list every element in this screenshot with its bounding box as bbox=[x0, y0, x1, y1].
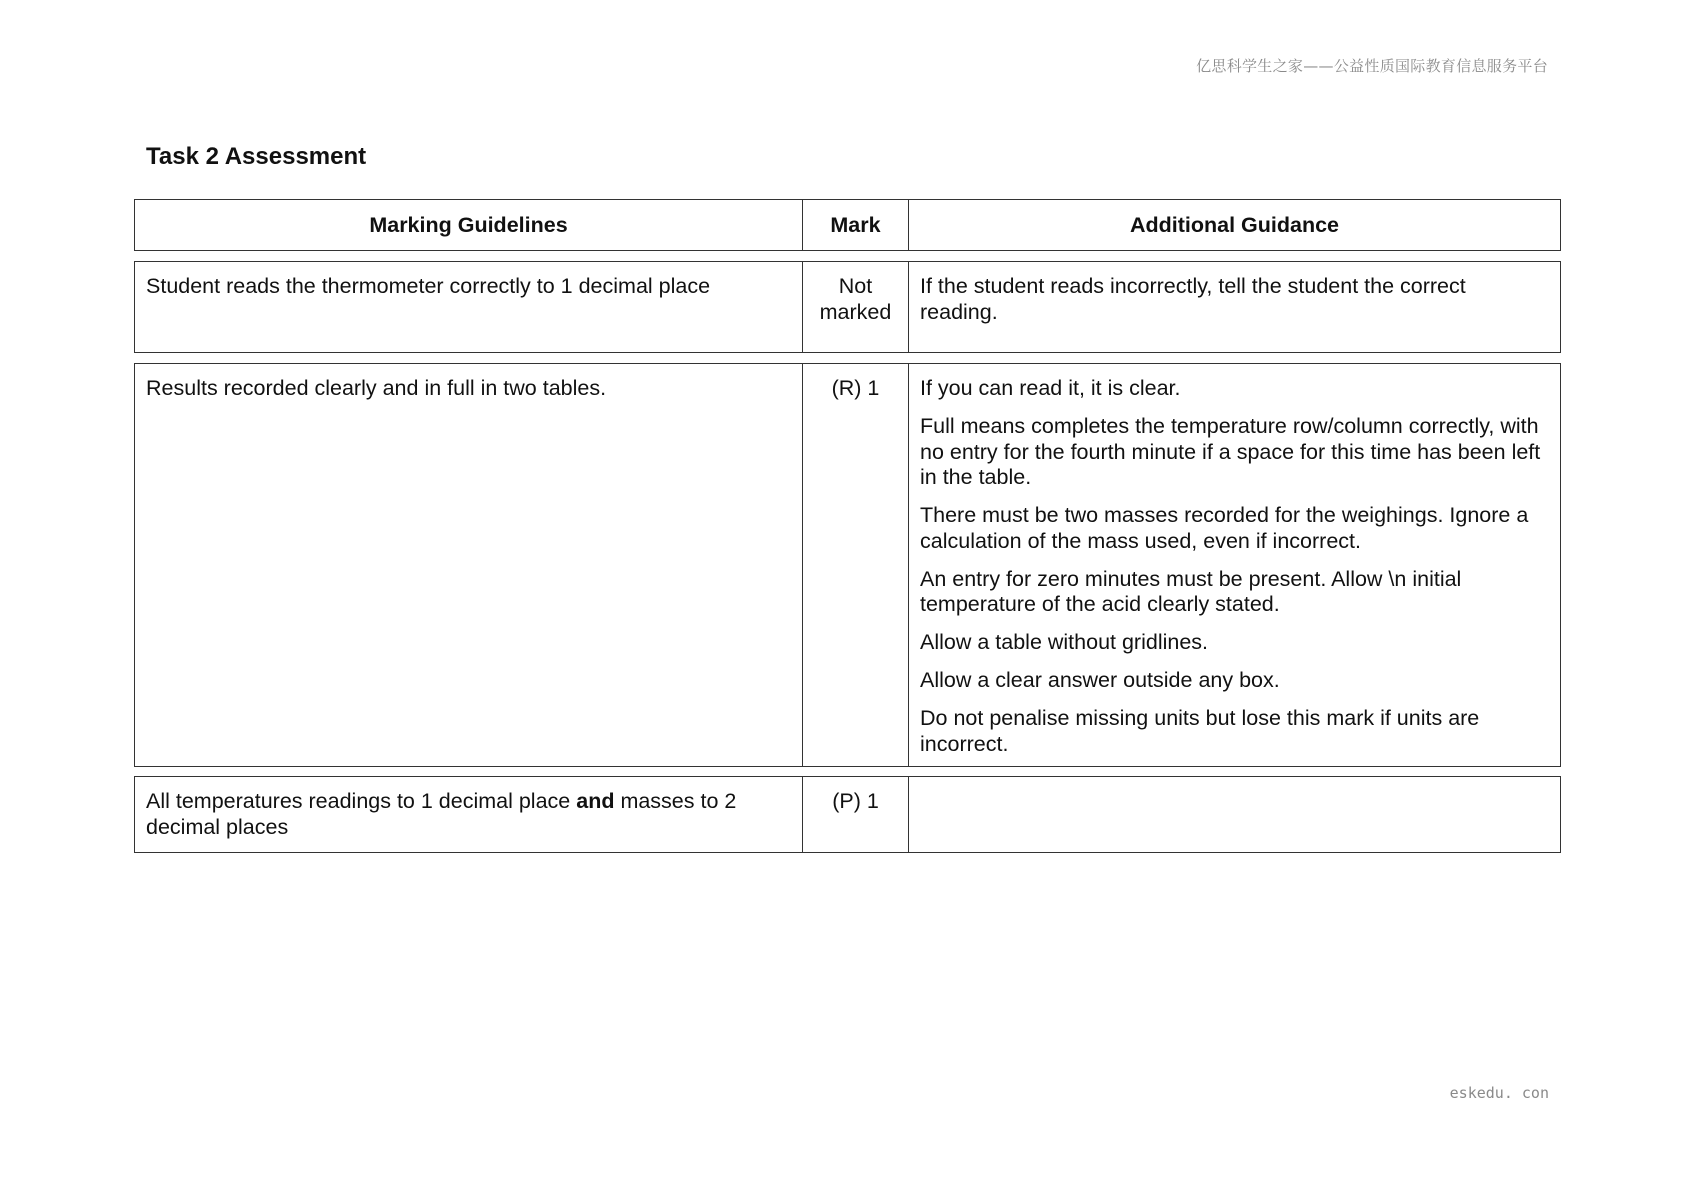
marking-guideline-cell: Results recorded clearly and in full in two tables. bbox=[146, 376, 607, 400]
site-footer-text: eskedu. con bbox=[1449, 1084, 1549, 1102]
table-row bbox=[134, 261, 1561, 353]
guidance-paragraph: An entry for zero minutes must be present. Allow \n initial temperature of the acid clearly stated. bbox=[920, 566, 1462, 616]
guideline-text: All temperatures readings to 1 decimal place bbox=[146, 789, 577, 813]
table-header-row bbox=[134, 199, 1561, 251]
guidance-paragraph: Allow a clear answer outside any box. bbox=[920, 668, 1280, 692]
guidance-paragraph: Allow a table without gridlines. bbox=[920, 630, 1209, 654]
marking-guideline-cell: Student reads the thermometer correctly to 1 decimal place bbox=[146, 274, 711, 298]
additional-guidance-cell bbox=[909, 262, 1560, 352]
guidance-paragraph: If the student reads incorrectly, tell the student the correct reading. bbox=[920, 274, 1466, 324]
table-row bbox=[134, 776, 1561, 853]
table-row bbox=[134, 363, 1561, 767]
guidance-paragraph: Full means completes the temperature row/column correctly, with no entry for the fourth minute if a space for this time has been left in the table. bbox=[920, 414, 1541, 489]
additional-guidance-cell bbox=[909, 777, 1560, 852]
additional-guidance-cell bbox=[909, 364, 1560, 766]
guidance-paragraph: If you can read it, it is clear. bbox=[920, 376, 1181, 400]
mark-cell: (P) 1 bbox=[802, 777, 909, 852]
marking-guideline-cell bbox=[135, 777, 802, 852]
site-header-text: 亿思科学生之家——公益性质国际教育信息服务平台 bbox=[1196, 57, 1548, 75]
guidance-paragraph: Do not penalise missing units but lose this mark if units are incorrect. bbox=[920, 706, 1480, 756]
guideline-emphasis: and bbox=[576, 789, 615, 813]
guidance-paragraph: There must be two masses recorded for the weighings. Ignore a calculation of the mass used, even if incorrect. bbox=[920, 503, 1529, 553]
column-header-mark: Mark bbox=[802, 200, 909, 250]
column-header-marking-guidelines: Marking Guidelines bbox=[369, 213, 568, 237]
mark-cell: (R) 1 bbox=[802, 364, 909, 766]
column-header-additional-guidance: Additional Guidance bbox=[1129, 213, 1340, 237]
guideline-text: masses to 2 decimal places bbox=[146, 789, 737, 839]
mark-cell: Not marked bbox=[802, 262, 909, 352]
page-title: Task 2 Assessment bbox=[146, 143, 367, 170]
